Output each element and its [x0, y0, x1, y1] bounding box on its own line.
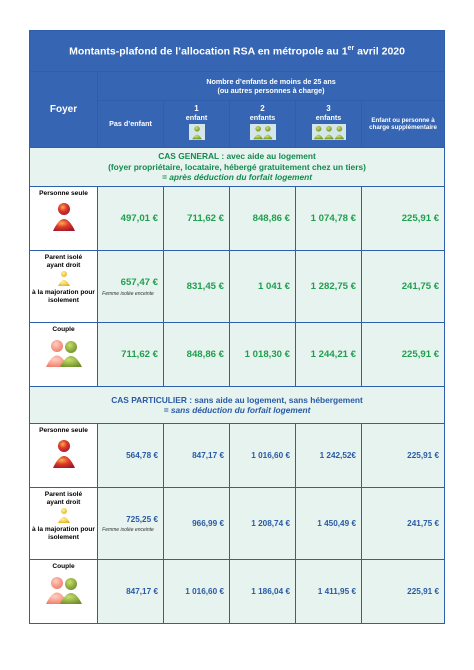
children-count-header: [98, 72, 445, 101]
value-cell: 966,99 €: [164, 488, 230, 560]
rsa-table: [29, 30, 445, 624]
general-case-heading: [30, 148, 445, 187]
value-cell: 225,91 €: [362, 560, 445, 624]
value-cell: 241,75 €: [362, 251, 445, 323]
foyer-header: Foyer: [30, 72, 98, 148]
table-row: [30, 560, 445, 624]
col-header-one-child: [164, 101, 230, 148]
value-cell: 497,01 €: [98, 187, 164, 251]
general-case-title: CAS GENERAL : avec aide au logement: [158, 151, 316, 162]
col-3-label: enfants: [315, 112, 342, 122]
person-red-icon: [51, 438, 77, 468]
couple-icon: [44, 337, 84, 367]
value-cell: 1 018,30 €: [230, 323, 296, 387]
foyer-label: Personne seule: [39, 427, 88, 434]
foyer-label: Parent isolé: [44, 491, 83, 498]
foyer-cell-couple: [30, 323, 98, 387]
value-cell: 1 041 €: [230, 251, 296, 323]
value-cell: 225,91 €: [362, 424, 445, 488]
rsa-ceiling-table-sheet: [29, 30, 444, 657]
foyer-cell-single: [30, 424, 98, 488]
value-cell: 711,62 €: [98, 323, 164, 387]
title-main: Montants-plafond de l’allocation RSA en métropole au 1: [69, 45, 348, 58]
value-cell: 1 450,49 €: [296, 488, 362, 560]
foyer-label-line2: ayant droit: [46, 262, 81, 269]
foyer-label: Personne seule: [39, 190, 88, 197]
foyer-cell-single-parent: [30, 251, 98, 323]
parent-child-icon: [57, 270, 71, 286]
value-cell: 1 244,21 €: [296, 323, 362, 387]
specific-case-title: CAS PARTICULIER : sans aide au logement, sans hébergement: [111, 394, 363, 405]
value-cell: 847,17 €: [164, 424, 230, 488]
col-header-no-child: Pas d’enfant: [98, 101, 164, 148]
value-cell: [98, 488, 164, 560]
col-3-number: 3: [326, 104, 331, 113]
value-cell: 1 074,78 €: [296, 187, 362, 251]
three-children-icon: [312, 124, 346, 140]
two-children-icon: [250, 124, 276, 140]
person-red-icon: [51, 201, 77, 231]
value-text: 657,47 €: [120, 276, 158, 288]
pregnant-woman-note: Femme isolée enceinte: [102, 526, 154, 533]
value-cell: 847,17 €: [98, 560, 164, 624]
table-row: [30, 187, 445, 251]
specific-case-note: = sans déduction du forfait logement: [163, 405, 311, 415]
general-case-subtitle: (foyer propriétaire, locataire, hébergé gratuitement chez un tiers): [108, 161, 366, 172]
children-count-title: Nombre d’enfants de moins de 25 ans: [206, 77, 336, 86]
value-text: 725,25 €: [126, 514, 158, 524]
foyer-label-line3: à la majoration pour isolement: [31, 526, 96, 541]
value-cell: 225,91 €: [362, 323, 445, 387]
value-cell: 241,75 €: [362, 488, 445, 560]
value-cell: 225,91 €: [362, 187, 445, 251]
children-count-subtitle: (ou autres personnes à charge): [217, 86, 325, 95]
value-cell: 1 016,60 €: [164, 560, 230, 624]
pregnant-woman-note: Femme isolée enceinte: [102, 290, 154, 297]
value-cell: 1 016,60 €: [230, 424, 296, 488]
col-1-label: enfant: [185, 112, 208, 122]
foyer-label: Couple: [52, 563, 75, 570]
value-cell: 564,78 €: [98, 424, 164, 488]
couple-icon: [44, 574, 84, 604]
title-sup: er: [347, 44, 355, 52]
value-cell: 831,45 €: [164, 251, 230, 323]
col-2-number: 2: [260, 104, 265, 113]
table-title: [30, 31, 445, 72]
foyer-label-line2: ayant droit: [46, 499, 81, 506]
table-row: [30, 251, 445, 323]
foyer-label-line3: à la majoration pour isolement: [31, 289, 96, 304]
title-rest: avril 2020: [354, 45, 405, 58]
parent-child-icon: [57, 507, 71, 523]
general-case-note: = après déduction du forfait logement: [161, 172, 313, 183]
value-cell: 711,62 €: [164, 187, 230, 251]
specific-case-heading: [30, 387, 445, 424]
value-cell: 1 282,75 €: [296, 251, 362, 323]
col-header-extra-person: Enfant ou personne à charge supplémentaire: [362, 101, 445, 148]
table-row: [30, 488, 445, 560]
value-cell: [98, 251, 164, 323]
foyer-label: Couple: [52, 326, 75, 333]
col-2-label: enfants: [249, 112, 276, 122]
col-1-number: 1: [194, 104, 199, 113]
col-header-two-children: [230, 101, 296, 148]
value-cell: 848,86 €: [230, 187, 296, 251]
value-cell: 1 242,52€: [296, 424, 362, 488]
value-cell: 1 186,04 €: [230, 560, 296, 624]
foyer-cell-single: [30, 187, 98, 251]
value-cell: 1 411,95 €: [296, 560, 362, 624]
value-cell: 848,86 €: [164, 323, 230, 387]
table-row: [30, 323, 445, 387]
value-cell: 1 208,74 €: [230, 488, 296, 560]
foyer-cell-couple: [30, 560, 98, 624]
foyer-label: Parent isolé: [44, 254, 83, 261]
table-row: [30, 424, 445, 488]
col-header-three-children: [296, 101, 362, 148]
foyer-cell-single-parent: [30, 488, 98, 560]
one-child-icon: [189, 124, 205, 140]
